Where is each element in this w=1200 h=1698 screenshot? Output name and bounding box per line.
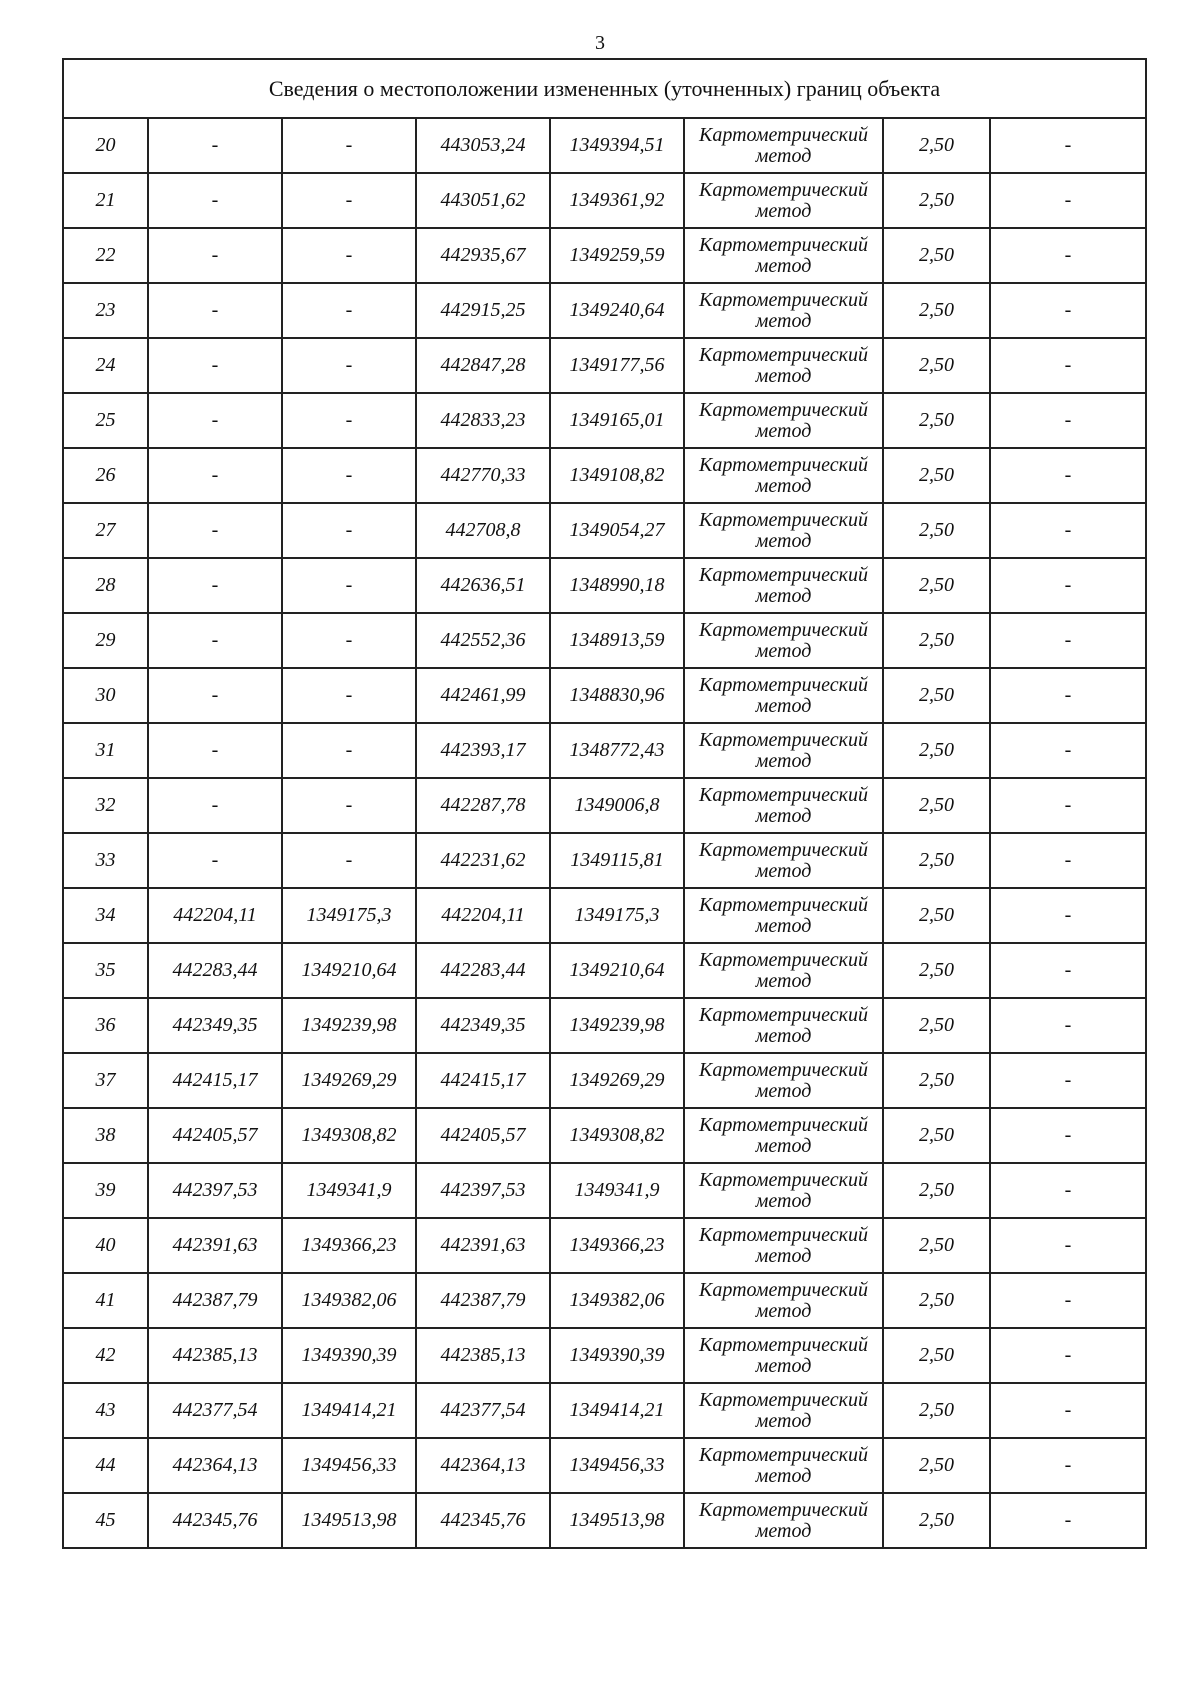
new-x-cell: 442405,57 [416, 1108, 550, 1163]
method-line-2: метод [755, 1134, 812, 1157]
new-x-cell: 442377,54 [416, 1383, 550, 1438]
accuracy-cell: 2,50 [883, 1273, 990, 1328]
description-cell: - [990, 1218, 1146, 1273]
method-cell [684, 833, 883, 888]
existing-x-cell: - [148, 283, 282, 338]
table-row [63, 1383, 1146, 1438]
point-number-cell: 26 [63, 448, 148, 503]
new-x-cell: 442393,17 [416, 723, 550, 778]
new-x-cell: 442283,44 [416, 943, 550, 998]
method-line-1: Картометрический [699, 1388, 868, 1411]
method-line-2: метод [755, 1464, 812, 1487]
method-line-1: Картометрический [699, 728, 868, 751]
existing-y-cell: - [282, 833, 416, 888]
existing-y-cell: - [282, 558, 416, 613]
accuracy-cell: 2,50 [883, 338, 990, 393]
method-cell [684, 1383, 883, 1438]
method-line-1: Картометрический [699, 453, 868, 476]
existing-x-cell: 442385,13 [148, 1328, 282, 1383]
description-cell: - [990, 1163, 1146, 1218]
description-cell: - [990, 1328, 1146, 1383]
method-cell [684, 1108, 883, 1163]
existing-y-cell: - [282, 338, 416, 393]
method-line-2: метод [755, 1024, 812, 1047]
new-y-cell: 1349366,23 [550, 1218, 684, 1273]
existing-x-cell: - [148, 613, 282, 668]
method-cell [684, 503, 883, 558]
description-cell: - [990, 943, 1146, 998]
new-x-cell: 443053,24 [416, 118, 550, 173]
new-x-cell: 442636,51 [416, 558, 550, 613]
method-cell [684, 668, 883, 723]
description-cell: - [990, 283, 1146, 338]
method-line-1: Картометрический [699, 893, 868, 916]
method-line-1: Картометрический [699, 178, 868, 201]
new-x-cell: 442847,28 [416, 338, 550, 393]
description-cell: - [990, 173, 1146, 228]
new-y-cell: 1348990,18 [550, 558, 684, 613]
description-cell: - [990, 558, 1146, 613]
new-y-cell: 1349165,01 [550, 393, 684, 448]
method-cell [684, 1218, 883, 1273]
description-cell: - [990, 1438, 1146, 1493]
table-row [63, 668, 1146, 723]
existing-y-cell: 1349175,3 [282, 888, 416, 943]
table-row [63, 888, 1146, 943]
table-row [63, 833, 1146, 888]
method-line-1: Картометрический [699, 563, 868, 586]
new-y-cell: 1349513,98 [550, 1493, 684, 1548]
table-row [63, 118, 1146, 173]
method-line-1: Картометрический [699, 1168, 868, 1191]
point-number-cell: 34 [63, 888, 148, 943]
description-cell: - [990, 833, 1146, 888]
new-x-cell: 442391,63 [416, 1218, 550, 1273]
accuracy-cell: 2,50 [883, 393, 990, 448]
new-x-cell: 442387,79 [416, 1273, 550, 1328]
method-line-2: метод [755, 199, 812, 222]
existing-x-cell: - [148, 448, 282, 503]
method-line-1: Картометрический [699, 288, 868, 311]
point-number-cell: 29 [63, 613, 148, 668]
description-cell: - [990, 723, 1146, 778]
new-x-cell: 442287,78 [416, 778, 550, 833]
new-x-cell: 442935,67 [416, 228, 550, 283]
point-number-cell: 41 [63, 1273, 148, 1328]
existing-y-cell: 1349308,82 [282, 1108, 416, 1163]
point-number-cell: 20 [63, 118, 148, 173]
new-y-cell: 1349054,27 [550, 503, 684, 558]
new-x-cell: 442349,35 [416, 998, 550, 1053]
method-cell [684, 228, 883, 283]
existing-x-cell: - [148, 778, 282, 833]
method-cell [684, 558, 883, 613]
method-line-2: метод [755, 694, 812, 717]
accuracy-cell: 2,50 [883, 228, 990, 283]
table-row [63, 613, 1146, 668]
accuracy-cell: 2,50 [883, 613, 990, 668]
accuracy-cell: 2,50 [883, 503, 990, 558]
method-line-1: Картометрический [699, 1223, 868, 1246]
existing-x-cell: - [148, 118, 282, 173]
point-number-cell: 43 [63, 1383, 148, 1438]
point-number-cell: 27 [63, 503, 148, 558]
existing-x-cell: 442415,17 [148, 1053, 282, 1108]
accuracy-cell: 2,50 [883, 1053, 990, 1108]
table-row [63, 943, 1146, 998]
page-number: 3 [595, 32, 605, 54]
new-y-cell: 1349414,21 [550, 1383, 684, 1438]
new-x-cell: 442770,33 [416, 448, 550, 503]
existing-y-cell: - [282, 613, 416, 668]
method-line-1: Картометрический [699, 1003, 868, 1026]
new-y-cell: 1349210,64 [550, 943, 684, 998]
method-line-2: метод [755, 969, 812, 992]
existing-y-cell: 1349382,06 [282, 1273, 416, 1328]
method-cell [684, 1163, 883, 1218]
table-row [63, 1163, 1146, 1218]
accuracy-cell: 2,50 [883, 1218, 990, 1273]
method-line-2: метод [755, 749, 812, 772]
point-number-cell: 37 [63, 1053, 148, 1108]
method-line-2: метод [755, 914, 812, 937]
description-cell: - [990, 393, 1146, 448]
existing-y-cell: 1349390,39 [282, 1328, 416, 1383]
existing-x-cell: - [148, 503, 282, 558]
description-cell: - [990, 778, 1146, 833]
existing-y-cell: - [282, 778, 416, 833]
point-number-cell: 39 [63, 1163, 148, 1218]
point-number-cell: 38 [63, 1108, 148, 1163]
description-cell: - [990, 888, 1146, 943]
existing-x-cell: 442364,13 [148, 1438, 282, 1493]
existing-x-cell: - [148, 833, 282, 888]
new-y-cell: 1349006,8 [550, 778, 684, 833]
method-line-1: Картометрический [699, 1058, 868, 1081]
table-row [63, 558, 1146, 613]
existing-x-cell: - [148, 723, 282, 778]
method-line-1: Картометрический [699, 948, 868, 971]
accuracy-cell: 2,50 [883, 173, 990, 228]
new-y-cell: 1349308,82 [550, 1108, 684, 1163]
existing-y-cell: - [282, 393, 416, 448]
existing-y-cell: 1349456,33 [282, 1438, 416, 1493]
existing-x-cell: 442349,35 [148, 998, 282, 1053]
new-y-cell: 1349341,9 [550, 1163, 684, 1218]
method-cell [684, 338, 883, 393]
description-cell: - [990, 668, 1146, 723]
existing-y-cell: - [282, 173, 416, 228]
new-y-cell: 1349175,3 [550, 888, 684, 943]
table-row [63, 1218, 1146, 1273]
new-y-cell: 1349108,82 [550, 448, 684, 503]
point-number-cell: 31 [63, 723, 148, 778]
accuracy-cell: 2,50 [883, 1438, 990, 1493]
description-cell: - [990, 1053, 1146, 1108]
description-cell: - [990, 1108, 1146, 1163]
method-line-2: метод [755, 529, 812, 552]
new-x-cell: 442345,76 [416, 1493, 550, 1548]
accuracy-cell: 2,50 [883, 998, 990, 1053]
new-y-cell: 1348913,59 [550, 613, 684, 668]
accuracy-cell: 2,50 [883, 118, 990, 173]
method-line-2: метод [755, 1354, 812, 1377]
method-cell [684, 998, 883, 1053]
point-number-cell: 45 [63, 1493, 148, 1548]
method-cell [684, 1273, 883, 1328]
method-line-2: метод [755, 1519, 812, 1542]
existing-y-cell: 1349366,23 [282, 1218, 416, 1273]
new-x-cell: 442415,17 [416, 1053, 550, 1108]
method-line-1: Картометрический [699, 618, 868, 641]
method-line-1: Картометрический [699, 1278, 868, 1301]
new-y-cell: 1349115,81 [550, 833, 684, 888]
new-y-cell: 1348830,96 [550, 668, 684, 723]
accuracy-cell: 2,50 [883, 888, 990, 943]
table-row [63, 448, 1146, 503]
new-x-cell: 442231,62 [416, 833, 550, 888]
table-row [63, 1273, 1146, 1328]
existing-y-cell: - [282, 118, 416, 173]
accuracy-cell: 2,50 [883, 833, 990, 888]
description-cell: - [990, 503, 1146, 558]
new-x-cell: 442461,99 [416, 668, 550, 723]
method-line-1: Картометрический [699, 123, 868, 146]
existing-y-cell: - [282, 448, 416, 503]
existing-x-cell: 442283,44 [148, 943, 282, 998]
method-line-2: метод [755, 1299, 812, 1322]
method-line-2: метод [755, 144, 812, 167]
method-cell [684, 1493, 883, 1548]
boundary-coordinates-table [62, 58, 1147, 1549]
new-y-cell: 1349361,92 [550, 173, 684, 228]
table-row [63, 393, 1146, 448]
method-cell [684, 283, 883, 338]
method-cell [684, 173, 883, 228]
accuracy-cell: 2,50 [883, 723, 990, 778]
existing-x-cell: - [148, 393, 282, 448]
new-x-cell: 442385,13 [416, 1328, 550, 1383]
accuracy-cell: 2,50 [883, 943, 990, 998]
description-cell: - [990, 1493, 1146, 1548]
existing-y-cell: - [282, 283, 416, 338]
table-row [63, 1438, 1146, 1493]
description-cell: - [990, 613, 1146, 668]
new-x-cell: 442397,53 [416, 1163, 550, 1218]
method-line-2: метод [755, 419, 812, 442]
new-y-cell: 1349269,29 [550, 1053, 684, 1108]
table-row [63, 338, 1146, 393]
method-cell [684, 613, 883, 668]
accuracy-cell: 2,50 [883, 1163, 990, 1218]
table-body [63, 118, 1146, 1548]
existing-y-cell: 1349341,9 [282, 1163, 416, 1218]
method-line-1: Картометрический [699, 838, 868, 861]
method-cell [684, 1438, 883, 1493]
table-row [63, 1108, 1146, 1163]
method-line-2: метод [755, 1409, 812, 1432]
existing-x-cell: 442387,79 [148, 1273, 282, 1328]
method-cell [684, 1053, 883, 1108]
table-row [63, 1328, 1146, 1383]
new-y-cell: 1349239,98 [550, 998, 684, 1053]
existing-y-cell: - [282, 228, 416, 283]
existing-x-cell: 442377,54 [148, 1383, 282, 1438]
method-line-1: Картометрический [699, 343, 868, 366]
table-caption: Сведения о местоположении измененных (уточненных) границ объекта [63, 59, 1146, 118]
method-line-1: Картометрический [699, 783, 868, 806]
method-cell [684, 448, 883, 503]
method-cell [684, 1328, 883, 1383]
method-line-2: метод [755, 1079, 812, 1102]
existing-x-cell: - [148, 558, 282, 613]
new-y-cell: 1349382,06 [550, 1273, 684, 1328]
existing-x-cell: - [148, 668, 282, 723]
existing-y-cell: 1349269,29 [282, 1053, 416, 1108]
table-row [63, 173, 1146, 228]
existing-y-cell: 1349513,98 [282, 1493, 416, 1548]
existing-y-cell: 1349239,98 [282, 998, 416, 1053]
accuracy-cell: 2,50 [883, 283, 990, 338]
existing-x-cell: - [148, 338, 282, 393]
point-number-cell: 23 [63, 283, 148, 338]
existing-y-cell: - [282, 668, 416, 723]
existing-x-cell: 442397,53 [148, 1163, 282, 1218]
new-x-cell: 442552,36 [416, 613, 550, 668]
method-line-1: Картометрический [699, 398, 868, 421]
method-line-2: метод [755, 639, 812, 662]
table-row [63, 1493, 1146, 1548]
new-y-cell: 1349259,59 [550, 228, 684, 283]
method-cell [684, 723, 883, 778]
existing-y-cell: 1349210,64 [282, 943, 416, 998]
method-line-2: метод [755, 584, 812, 607]
existing-y-cell: - [282, 723, 416, 778]
accuracy-cell: 2,50 [883, 778, 990, 833]
accuracy-cell: 2,50 [883, 1108, 990, 1163]
accuracy-cell: 2,50 [883, 668, 990, 723]
method-line-1: Картометрический [699, 1498, 868, 1521]
point-number-cell: 22 [63, 228, 148, 283]
method-line-2: метод [755, 1244, 812, 1267]
existing-x-cell: - [148, 173, 282, 228]
method-line-2: метод [755, 804, 812, 827]
new-y-cell: 1348772,43 [550, 723, 684, 778]
new-y-cell: 1349394,51 [550, 118, 684, 173]
existing-x-cell: - [148, 228, 282, 283]
point-number-cell: 36 [63, 998, 148, 1053]
new-x-cell: 442708,8 [416, 503, 550, 558]
existing-x-cell: 442391,63 [148, 1218, 282, 1273]
description-cell: - [990, 1383, 1146, 1438]
accuracy-cell: 2,50 [883, 1383, 990, 1438]
table-row [63, 998, 1146, 1053]
new-y-cell: 1349390,39 [550, 1328, 684, 1383]
description-cell: - [990, 228, 1146, 283]
method-line-2: метод [755, 309, 812, 332]
description-cell: - [990, 338, 1146, 393]
method-line-2: метод [755, 254, 812, 277]
point-number-cell: 42 [63, 1328, 148, 1383]
new-x-cell: 442915,25 [416, 283, 550, 338]
new-x-cell: 442364,13 [416, 1438, 550, 1493]
method-line-1: Картометрический [699, 1333, 868, 1356]
method-cell [684, 393, 883, 448]
method-cell [684, 943, 883, 998]
method-line-2: метод [755, 859, 812, 882]
point-number-cell: 44 [63, 1438, 148, 1493]
new-y-cell: 1349240,64 [550, 283, 684, 338]
point-number-cell: 30 [63, 668, 148, 723]
method-line-1: Картометрический [699, 673, 868, 696]
method-line-1: Картометрический [699, 1443, 868, 1466]
point-number-cell: 35 [63, 943, 148, 998]
method-line-1: Картометрический [699, 1113, 868, 1136]
table-row [63, 778, 1146, 833]
existing-y-cell: 1349414,21 [282, 1383, 416, 1438]
accuracy-cell: 2,50 [883, 1493, 990, 1548]
existing-x-cell: 442204,11 [148, 888, 282, 943]
accuracy-cell: 2,50 [883, 448, 990, 503]
method-line-1: Картометрический [699, 233, 868, 256]
point-number-cell: 40 [63, 1218, 148, 1273]
accuracy-cell: 2,50 [883, 1328, 990, 1383]
description-cell: - [990, 998, 1146, 1053]
point-number-cell: 21 [63, 173, 148, 228]
method-cell [684, 118, 883, 173]
new-x-cell: 442204,11 [416, 888, 550, 943]
method-line-2: метод [755, 474, 812, 497]
method-line-2: метод [755, 364, 812, 387]
table-row [63, 723, 1146, 778]
method-cell [684, 778, 883, 833]
method-line-2: метод [755, 1189, 812, 1212]
table-row [63, 228, 1146, 283]
table-row [63, 503, 1146, 558]
method-cell [684, 888, 883, 943]
table-row [63, 1053, 1146, 1108]
description-cell: - [990, 118, 1146, 173]
new-x-cell: 442833,23 [416, 393, 550, 448]
description-cell: - [990, 448, 1146, 503]
accuracy-cell: 2,50 [883, 558, 990, 613]
new-x-cell: 443051,62 [416, 173, 550, 228]
point-number-cell: 25 [63, 393, 148, 448]
existing-y-cell: - [282, 503, 416, 558]
description-cell: - [990, 1273, 1146, 1328]
point-number-cell: 24 [63, 338, 148, 393]
table-row [63, 283, 1146, 338]
existing-x-cell: 442345,76 [148, 1493, 282, 1548]
point-number-cell: 32 [63, 778, 148, 833]
new-y-cell: 1349177,56 [550, 338, 684, 393]
method-line-1: Картометрический [699, 508, 868, 531]
existing-x-cell: 442405,57 [148, 1108, 282, 1163]
new-y-cell: 1349456,33 [550, 1438, 684, 1493]
point-number-cell: 28 [63, 558, 148, 613]
point-number-cell: 33 [63, 833, 148, 888]
